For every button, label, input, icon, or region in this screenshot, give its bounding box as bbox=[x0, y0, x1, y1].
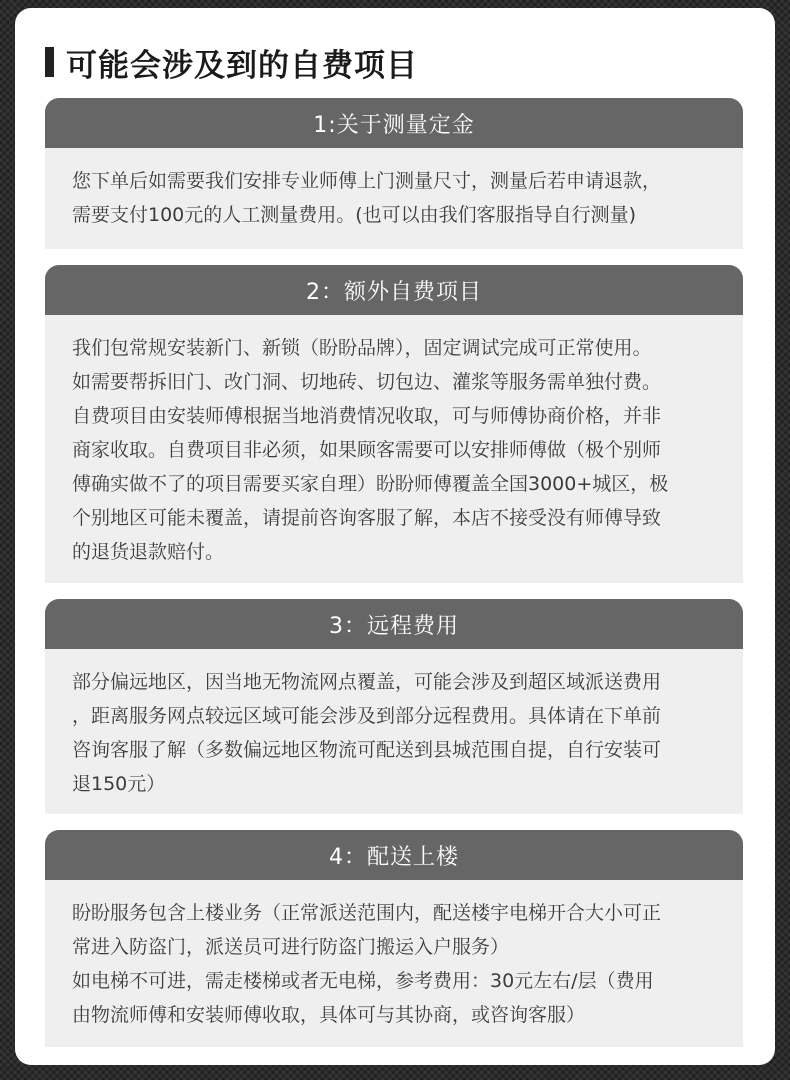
section-text-line: 您下单后如需要我们安排专业师傅上门测量尺寸，测量后若申请退款， bbox=[72, 170, 662, 192]
section-body bbox=[45, 649, 743, 801]
section-text-line: 盼盼服务包含上楼业务（正常派送范围内，配送楼宇电梯开合大小可正 bbox=[72, 902, 662, 924]
section-text-line: 商家收取。自费项目非必须，如果顾客需要可以安排师傅做（极个别师 bbox=[72, 439, 662, 461]
section-text-line: 傅确实做不了的项目需要买家自理）盼盼师傅覆盖全国3000+城区，极 bbox=[72, 473, 669, 495]
title-accent-bar bbox=[45, 47, 54, 77]
section-text-line: 如需要帮拆旧门、改门洞、切地砖、切包边、灌浆等服务需单独付费。 bbox=[72, 371, 662, 393]
section-text-line: 的退货退款赔付。 bbox=[72, 541, 225, 563]
section-body bbox=[45, 880, 743, 1032]
section-text-line: 个别地区可能未覆盖，请提前咨询客服了解，本店不接受没有师傅导致 bbox=[72, 507, 662, 529]
section-body bbox=[45, 315, 743, 569]
section-text-line: 自费项目由安装师傅根据当地消费情况收取，可与师傅协商价格，并非 bbox=[72, 405, 662, 427]
section-heading: 1:关于测量定金 bbox=[45, 98, 743, 148]
page-title bbox=[45, 34, 418, 90]
section-heading: 2：额外自费项目 bbox=[45, 265, 743, 315]
section-text-line: ，距离服务网点较远区域可能会涉及到部分远程费用。具体请在下单前 bbox=[72, 705, 662, 727]
page-title-text: 可能会涉及到的自费项目 bbox=[66, 47, 418, 84]
section-text-line: 常进入防盗门，派送员可进行防盗门搬运入户服务） bbox=[72, 936, 510, 958]
section-text-line: 由物流师傅和安装师傅收取，具体可与其协商，或咨询客服） bbox=[72, 1004, 586, 1026]
section-extra-fees bbox=[45, 265, 743, 583]
content-card bbox=[15, 8, 775, 1065]
section-upstairs-delivery bbox=[45, 830, 743, 1047]
section-body bbox=[45, 148, 743, 232]
section-heading: 3：远程费用 bbox=[45, 599, 743, 649]
section-text-line: 咨询客服了解（多数偏远地区物流可配送到县城范围自提，自行安装可 bbox=[72, 739, 662, 761]
section-text-line: 部分偏远地区，因当地无物流网点覆盖，可能会涉及到超区域派送费用 bbox=[72, 671, 662, 693]
section-measurement-deposit bbox=[45, 98, 743, 249]
section-text-line: 退150元） bbox=[72, 773, 166, 795]
section-remote-fees bbox=[45, 599, 743, 814]
section-text-line: 需要支付100元的人工测量费用。(也可以由我们客服指导自行测量) bbox=[72, 204, 637, 226]
section-heading: 4：配送上楼 bbox=[45, 830, 743, 880]
section-text-line: 如电梯不可进，需走楼梯或者无电梯，参考费用：30元左右/层（费用 bbox=[72, 970, 654, 992]
section-text-line: 我们包常规安装新门、新锁（盼盼品牌），固定调试完成可正常使用。 bbox=[72, 337, 652, 359]
